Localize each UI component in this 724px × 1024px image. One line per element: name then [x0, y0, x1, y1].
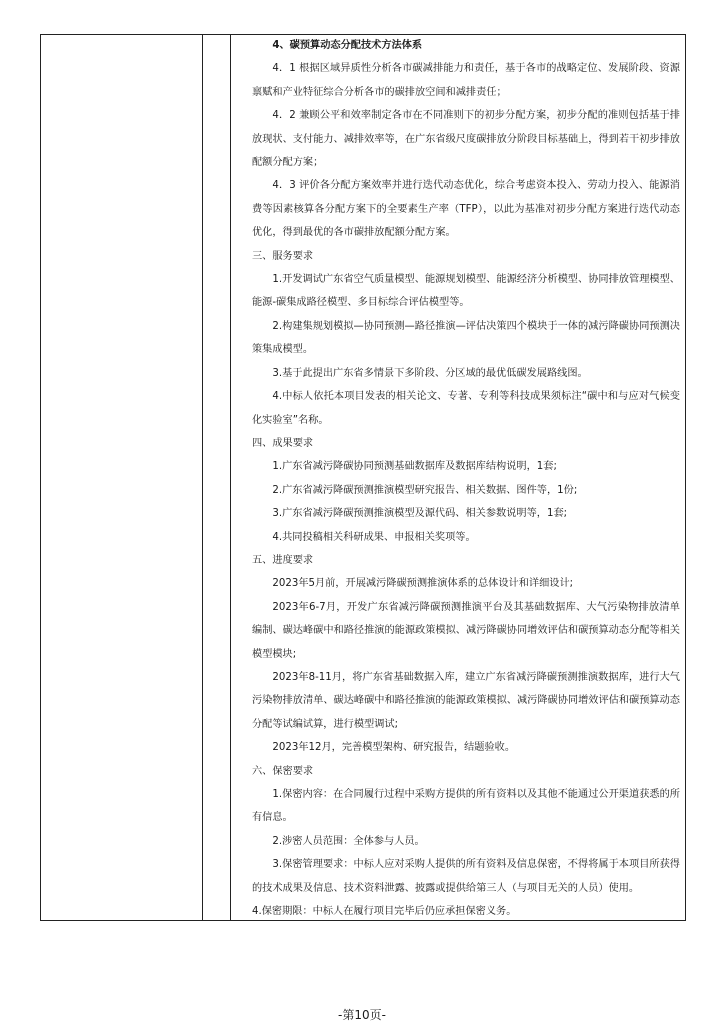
paragraph: 3.广东省减污降碳预测推演模型及源代码、相关参数说明等，1套; [272, 508, 568, 520]
table-content-cell [252, 34, 680, 923]
paragraph: 2.涉密人员范围：全体参与人员。 [272, 835, 425, 847]
paragraph: 4．1 根据区域异质性分析各市碳减排能力和责任，基于各市的战略定位、发展阶段、资源禀赋和产业特征综合分析各市的碳排放空间和减排责任； [252, 63, 680, 98]
section-heading: 四、成果要求 [252, 437, 314, 449]
paragraph: 1.保密内容：在合同履行过程中采购方提供的所有资料以及其他不能通过公开渠道获悉的所有信息。 [252, 789, 680, 824]
paragraph: 1.广东省减污降碳协同预测基础数据库及数据库结构说明，1套; [272, 461, 557, 473]
column-divider [202, 35, 203, 920]
section-heading: 五、进度要求 [252, 554, 314, 566]
paragraph: 2023年5月前，开展减污降碳预测推演体系的总体设计和详细设计; [272, 578, 574, 590]
paragraph: 4．3 评价各分配方案效率并进行迭代动态优化，综合考虑资本投入、劳动力投入、能源消费等因素核算各分配方案下的全要素生产率（TFP），以此为基准对初步分配方案进行迭代动态优化，得到最优的各市碳排放配额分配方案。 [252, 180, 680, 239]
section-title: 4、碳预算动态分配技术方法体系 [272, 40, 423, 51]
paragraph: 4.共同投稿相关科研成果、申报相关奖项等。 [272, 531, 476, 543]
paragraph: 2.构建集规划模拟—协同预测—路径推演—评估决策四个模块于一体的减污降碳协同预测决策集成模型。 [252, 320, 680, 356]
paragraph: 3.保密管理要求：中标人应对采购人提供的所有资料及信息保密，不得将属于本项目所获得的技术成果及信息、技术资料泄露、披露或提供给第三人（与项目无关的人员）使用。 [252, 859, 680, 894]
paragraph: 2.广东省减污降碳预测推演模型研究报告、相关数据、图件等，1份; [272, 484, 578, 496]
paragraph: 2023年12月，完善模型架构、研究报告，结题验收。 [272, 742, 516, 754]
paragraph: 4.保密期限：中标人在履行项目完毕后仍应承担保密义务。 [252, 906, 517, 918]
section-heading: 六、保密要求 [252, 765, 314, 777]
column-divider [230, 35, 231, 920]
paragraph: 3.基于此提出广东省多情景下多阶段、分区域的最优低碳发展路线图。 [272, 367, 588, 379]
paragraph: 2023年8-11月，将广东省基础数据入库，建立广东省减污降碳预测推演数据库，进行大气污染物排放清单、碳达峰碳中和路径推演的能源政策模拟、减污降碳协同增效评估和碳预算动态分配等试编试算，进行模型调试; [252, 671, 680, 730]
paragraph: 2023年6-7月，开发广东省减污降碳预测推演平台及其基础数据库、大气污染物排放清单编制、碳达峰碳中和路径推演的能源政策模拟、减污降碳协同增效评估和碳预算动态分配等相关模型模块; [252, 601, 680, 660]
paragraph: 1.开发调试广东省空气质量模型、能源规划模型、能源经济分析模型、协同排放管理模型、能源-碳集成路径模型、多目标综合评估模型等。 [252, 274, 680, 309]
section-heading: 三、服务要求 [252, 250, 314, 262]
paragraph: 4.中标人依托本项目发表的相关论文、专著、专利等科技成果须标注“碳中和与应对气候变化实验室”名称。 [252, 391, 680, 426]
paragraph: 4．2 兼顾公平和效率制定各市在不同准则下的初步分配方案，初步分配的准则包括基于排放现状、支付能力、减排效率等，在广东省级尺度碳排放分阶段目标基础上，得到若干初步排放配额分配方案； [252, 110, 680, 169]
page-number: -第10页- [338, 1008, 386, 1022]
